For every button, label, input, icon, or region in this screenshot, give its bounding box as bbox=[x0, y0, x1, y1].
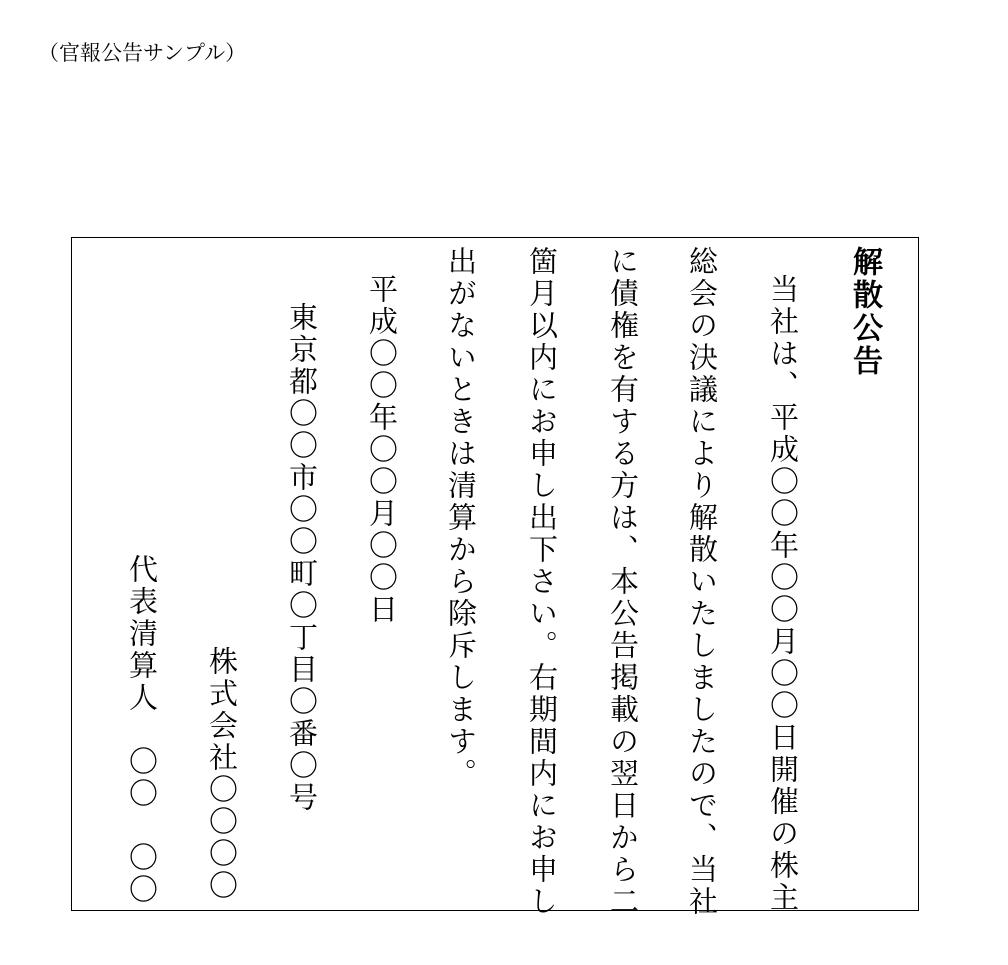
company-name: 株式会社〇〇〇〇 bbox=[205, 646, 239, 902]
notice-box bbox=[71, 237, 919, 918]
sample-label: （官報公告サンプル） bbox=[38, 41, 247, 65]
body-line-4: 箇月以内にお申し出下さい。右期間内にお申し bbox=[525, 246, 559, 918]
body-line-2: 総会の決議により解散いたしましたので、当社 bbox=[685, 246, 719, 918]
body-line-1: 当社は、平成〇〇年〇〇月〇〇日開催の株主 bbox=[766, 274, 800, 914]
notice-date: 平成〇〇年〇〇月〇〇日 bbox=[365, 274, 399, 626]
liquidator-name: 代表清算人 〇〇 〇〇 bbox=[125, 554, 159, 906]
body-line-5: 出がないときは清算から除斥します。 bbox=[444, 246, 478, 790]
notice-title: 解散公告 bbox=[847, 246, 882, 378]
company-address: 東京都〇〇市〇〇町〇丁目〇番〇号 bbox=[285, 302, 319, 814]
body-line-3: に債権を有する方は、本公告掲載の翌日から二 bbox=[606, 246, 640, 918]
